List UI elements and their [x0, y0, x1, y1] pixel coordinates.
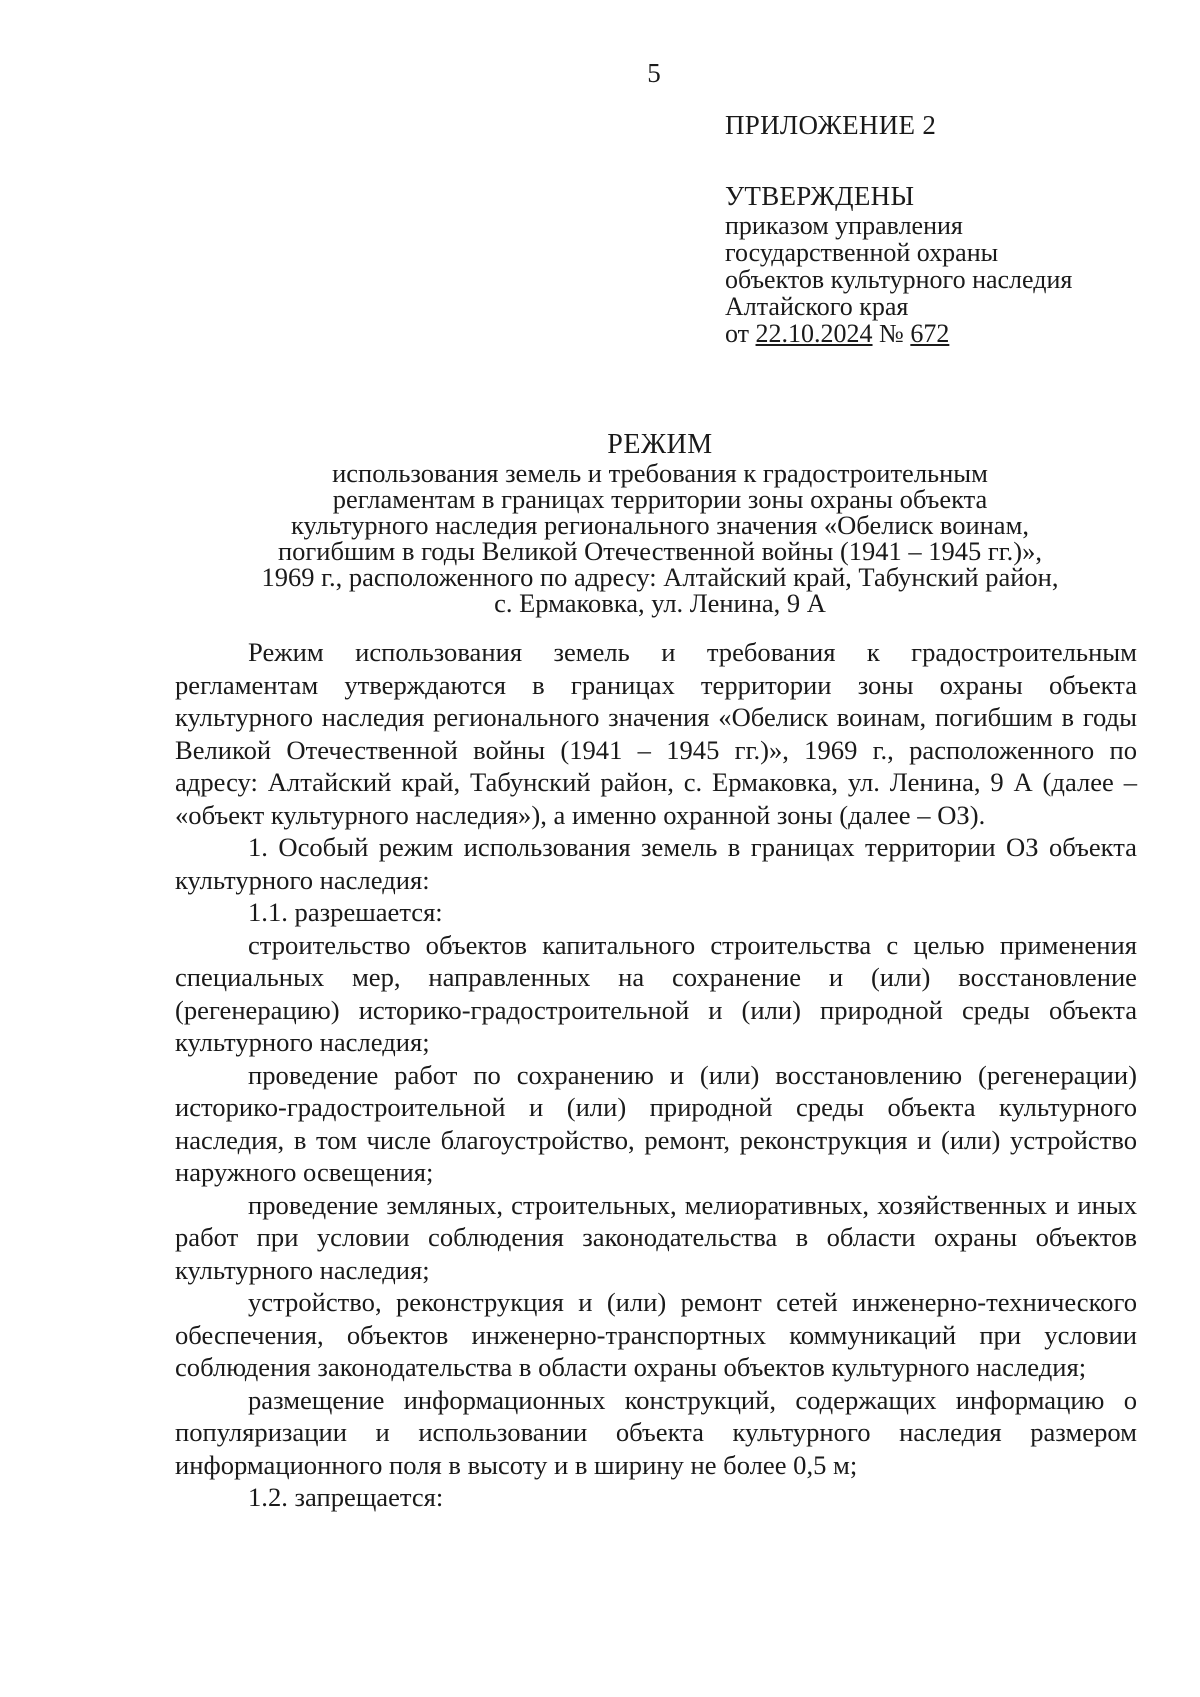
body-paragraph: 1.2. запрещается:	[248, 1482, 444, 1512]
title-line: культурного наследия регионального значения «Обелиск воинам,	[291, 510, 1029, 540]
approved-line: приказом управления	[725, 211, 963, 240]
body-paragraph: проведение работ по сохранению и (или) восстановлению (регенерации) историко-градостроительной и (или) природной среды объекта культурного наследия, в том числе благоустройство, ремонт, реконструкция и (или) устройство наружного освещения;	[175, 1059, 1137, 1187]
appendix-block	[725, 112, 1165, 347]
body-paragraph: 1. Особый режим использования земель в границах территории ОЗ объекта культурного наследия:	[175, 832, 1137, 895]
approved-title: УТВЕРЖДЕНЫ	[725, 181, 915, 211]
approved-line: государственной охраны	[725, 238, 999, 267]
appendix-title: ПРИЛОЖЕНИЕ 2	[725, 110, 937, 140]
body-paragraph: 1.1. разрешается:	[248, 897, 443, 927]
page-number: 5	[647, 58, 661, 88]
order-number: 672	[910, 319, 950, 348]
approved-line: объектов культурного наследия	[725, 265, 1073, 294]
title-line: погибшим в годы Великой Отечественной войны (1941 – 1945 гг.)»,	[278, 536, 1042, 566]
title-line: с. Ермаковка, ул. Ленина, 9 А	[494, 588, 826, 618]
order-number-sign: №	[879, 319, 904, 348]
document-title-block	[175, 429, 1145, 618]
order-date: 22.10.2024	[755, 319, 873, 348]
body-paragraph: строительство объектов капитального строительства с целью применения специальных мер, направленных на сохранение и (или) восстановление (регенерацию) историко-градостроительной и (или) природной среды объекта культурного наследия;	[175, 929, 1137, 1057]
body-paragraph: размещение информационных конструкций, содержащих информацию о популяризации и использовании объекта культурного наследия размером информационного поля в высоту и в ширину не более 0,5 м;	[175, 1384, 1137, 1480]
body-paragraph: проведение земляных, строительных, мелиоративных, хозяйственных и иных работ при условии соблюдения законодательства в области охраны объектов культурного наследия;	[175, 1189, 1137, 1285]
document-body	[175, 636, 1137, 1514]
body-paragraph: Режим использования земель и требования к градостроительным регламентам утверждаются в границах территории зоны охраны объекта культурного наследия регионального значения «Обелиск воинам, погибшим в годы Великой Отечественной войны (1941 – 1945 гг.)», 1969 г., расположенного по адресу: Алтайский край, Табунский район, с. Ермаковка, ул. Ленина, 9 А (далее – «объект культурного наследия»), а именно охранной зоны (далее – ОЗ).	[175, 637, 1137, 830]
body-paragraph: устройство, реконструкция и (или) ремонт сетей инженерно-технического обеспечения, объектов инженерно-транспортных коммуникаций при условии соблюдения законодательства в области охраны объектов культурного наследия;	[175, 1287, 1137, 1382]
order-prefix: от	[725, 319, 750, 348]
title-line: 1969 г., расположенного по адресу: Алтайский край, Табунский район,	[261, 562, 1059, 592]
title-line: регламентам в границах территории зоны охраны объекта	[332, 484, 988, 514]
order-reference	[725, 320, 1165, 347]
title-line: использования земель и требования к градостроительным	[332, 458, 988, 488]
document-title: РЕЖИМ	[607, 429, 713, 460]
approved-line: Алтайского края	[725, 292, 909, 321]
